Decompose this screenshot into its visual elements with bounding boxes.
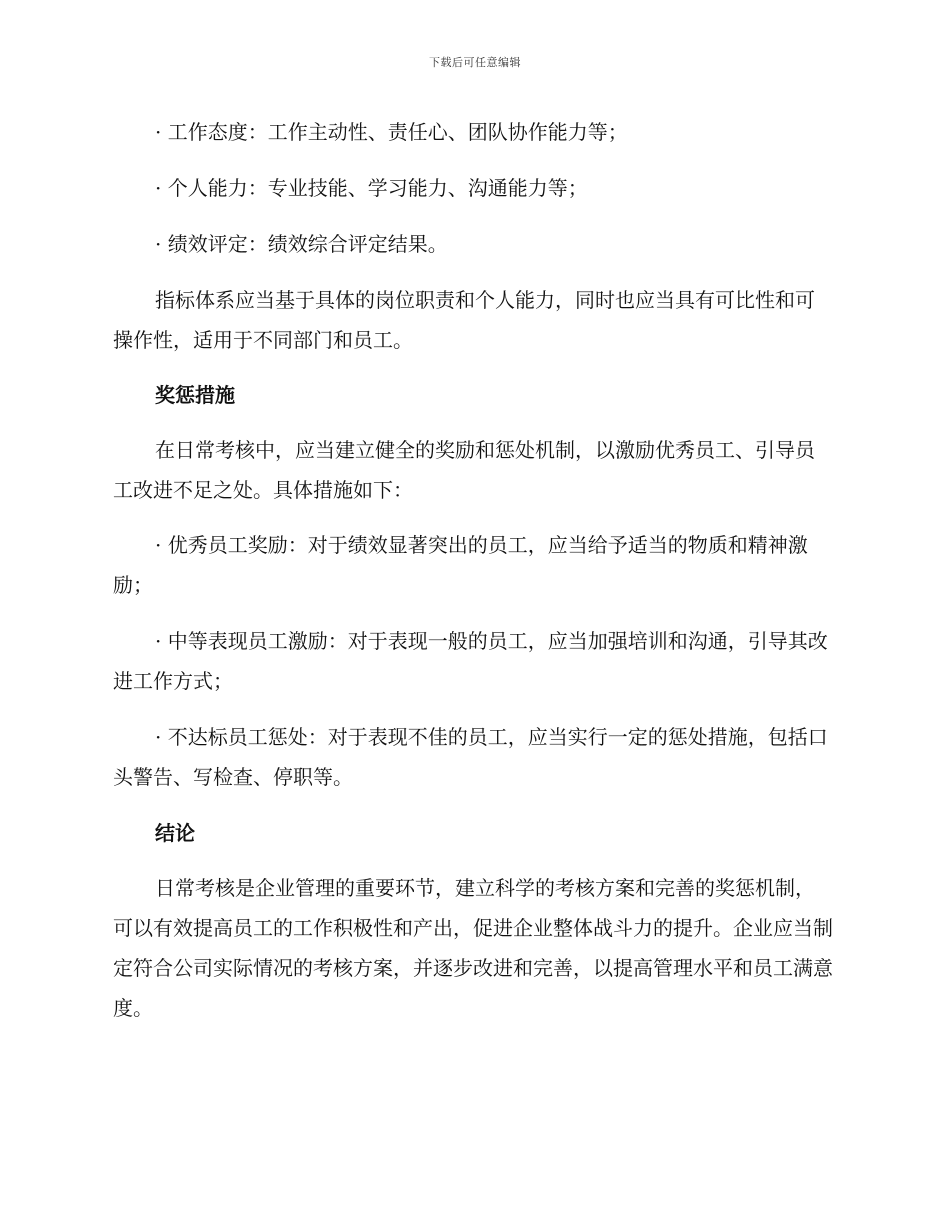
bullet-work-attitude: · 工作态度：工作主动性、责任心、团队协作能力等；	[155, 120, 628, 144]
bullet-average-incentive: · 中等表现员工激励：对于表现一般的员工，应当加强培训和沟通，引导其改进工作方式；	[113, 629, 828, 693]
bullet-excellent-reward: · 优秀员工奖励：对于绩效显著突出的员工，应当给予适当的物质和精神激励；	[113, 533, 808, 597]
page-header: 下载后可任意编辑	[429, 56, 521, 69]
index-system-paragraph: 指标体系应当基于具体的岗位职责和个人能力，同时也应当具有可比性和可操作性，适用于不同部门和员工。	[113, 288, 815, 352]
bullet-substandard-penalty: · 不达标员工惩处：对于表现不佳的员工，应当实行一定的惩处措施，包括口头警告、写检查、停职等。	[113, 725, 828, 789]
bullet-performance-rating: · 绩效评定：绩效综合评定结果。	[155, 232, 448, 256]
document-body	[113, 112, 833, 1043]
bullet-personal-ability: · 个人能力：专业技能、学习能力、沟通能力等；	[155, 176, 588, 200]
rewards-intro-paragraph: 在日常考核中，应当建立健全的奖励和惩处机制，以激励优秀员工、引导员工改进不足之处。具体措施如下：	[113, 438, 815, 502]
section-heading-rewards: 奖惩措施	[155, 383, 235, 407]
section-heading-conclusion: 结论	[155, 821, 195, 845]
conclusion-paragraph: 日常考核是企业管理的重要环节，建立科学的考核方案和完善的奖惩机制，可以有效提高员工的工作积极性和产出，促进企业整体战斗力的提升。企业应当制定符合公司实际情况的考核方案，并逐步改进和完善，以提高管理水平和员工满意度。	[113, 876, 833, 1020]
